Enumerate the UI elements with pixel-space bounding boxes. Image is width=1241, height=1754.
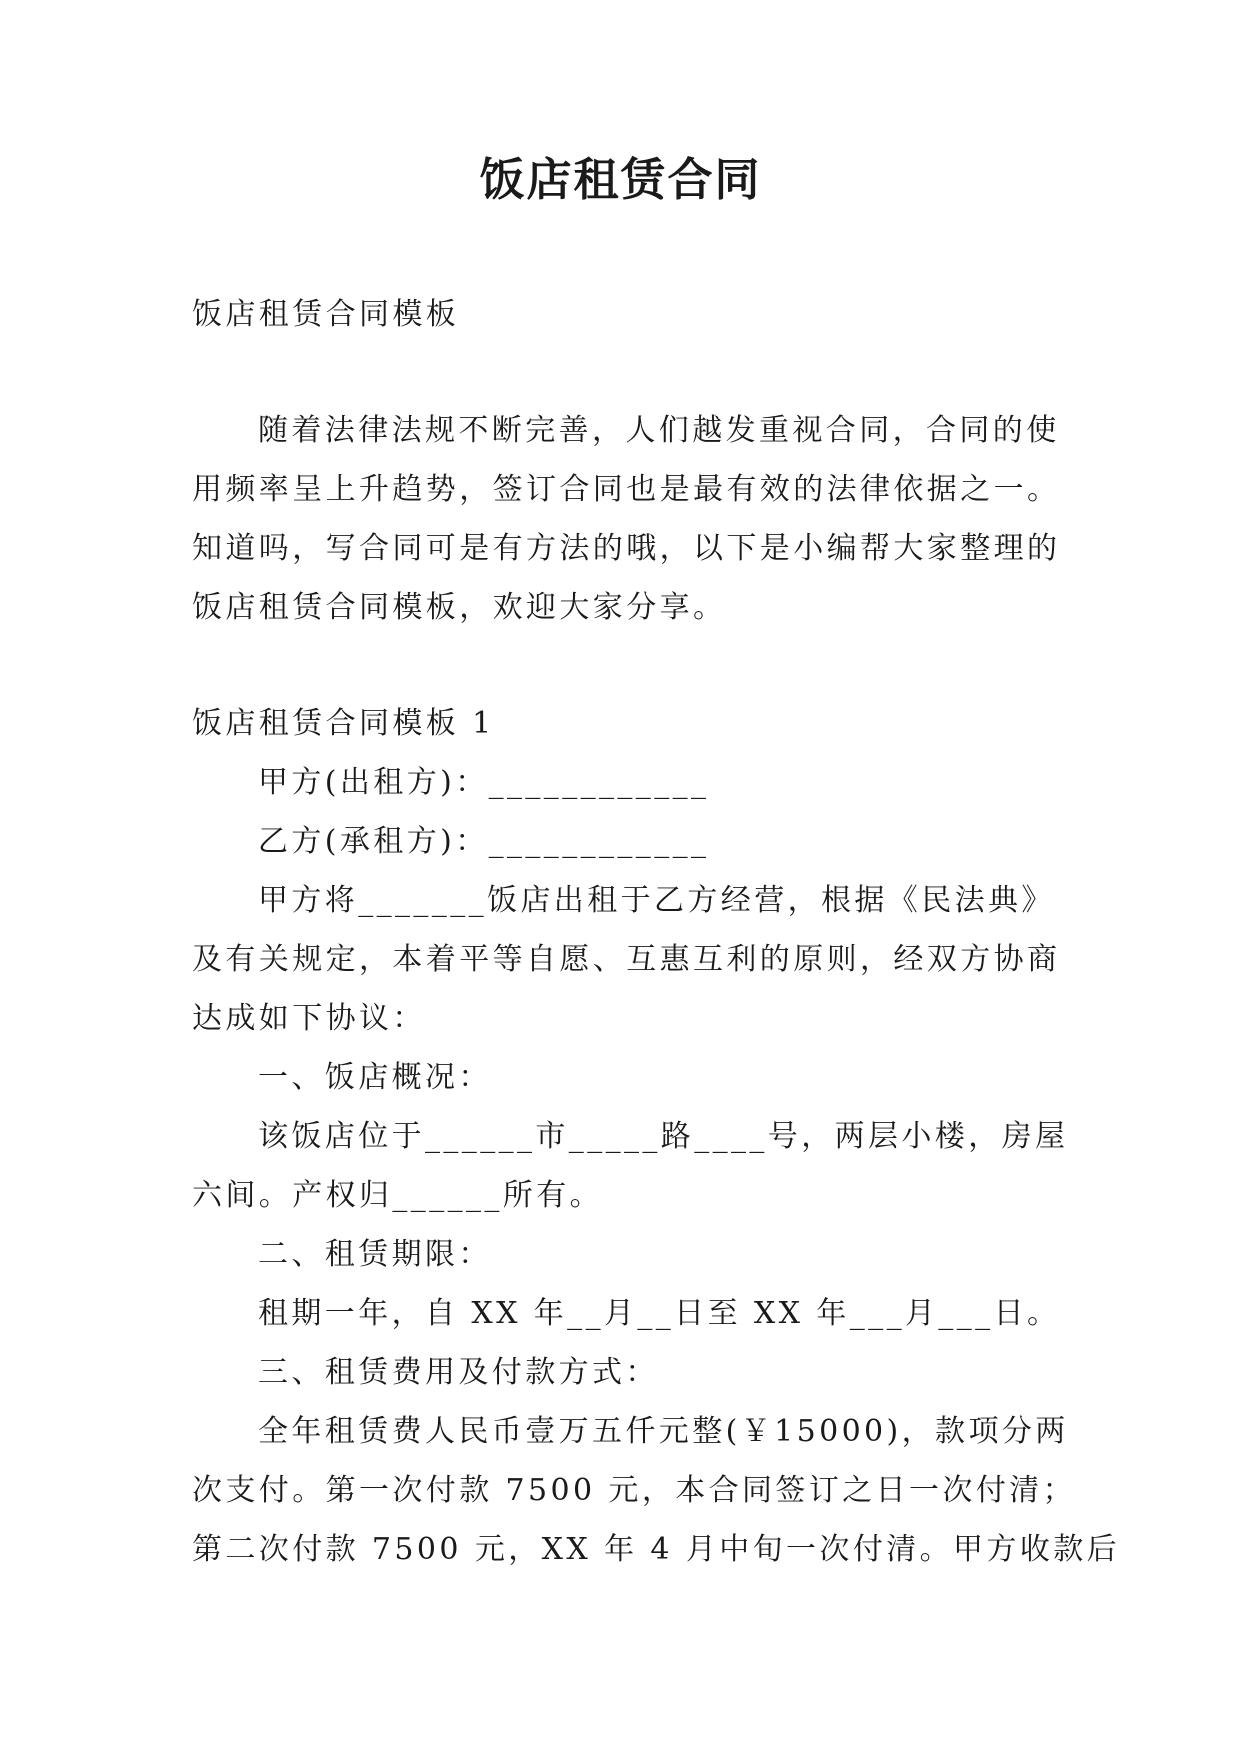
clause-2-heading: 二、租赁期限： [258,1237,492,1272]
agreement-line-1: 甲方将_______饭店出租于乙方经营，根据《民法典》 [258,883,1055,918]
agreement-line-3: 达成如下协议： [192,1001,426,1036]
clause-3-line-2: 次支付。第一次付款 7500 元，本合同签订之日一次付清； [192,1473,1077,1508]
party-a-line: 甲方(出租方)：____________ [258,765,710,800]
clause-1-line-2: 六间。产权归______所有。 [192,1178,603,1213]
clause-3-line-1: 全年租赁费人民币壹万五仟元整(￥15000)，款项分两 [258,1414,1069,1449]
document-subtitle: 饭店租赁合同模板 [192,297,460,332]
intro-line-2: 用频率呈上升趋势，签订合同也是最有效的法律依据之一。 [192,472,1061,507]
clause-1-line-1: 该饭店位于______市_____路____号，两层小楼，房屋 [258,1119,1069,1154]
agreement-line-2: 及有关规定，本着平等自愿、互惠互利的原则，经双方协商 [192,942,1061,977]
clause-1-heading: 一、饭店概况： [258,1060,492,1095]
party-b-line: 乙方(承租方)：____________ [258,824,710,859]
intro-line-4: 饭店租赁合同模板，欢迎大家分享。 [192,590,727,625]
section-title: 饭店租赁合同模板 1 [192,706,495,741]
clause-3-heading: 三、租赁费用及付款方式： [258,1355,659,1390]
clause-3-line-3: 第二次付款 7500 元，XX 年 4 月中旬一次付清。甲方收款后 [192,1532,1121,1567]
intro-line-1: 随着法律法规不断完善，人们越发重视合同，合同的使 [258,413,1060,448]
document-title: 饭店租赁合同 [479,153,762,206]
clause-2-line: 租期一年，自 XX 年__月__日至 XX 年___月___日。 [258,1296,1061,1331]
intro-line-3: 知道吗，写合同可是有方法的哦，以下是小编帮大家整理的 [192,531,1061,566]
